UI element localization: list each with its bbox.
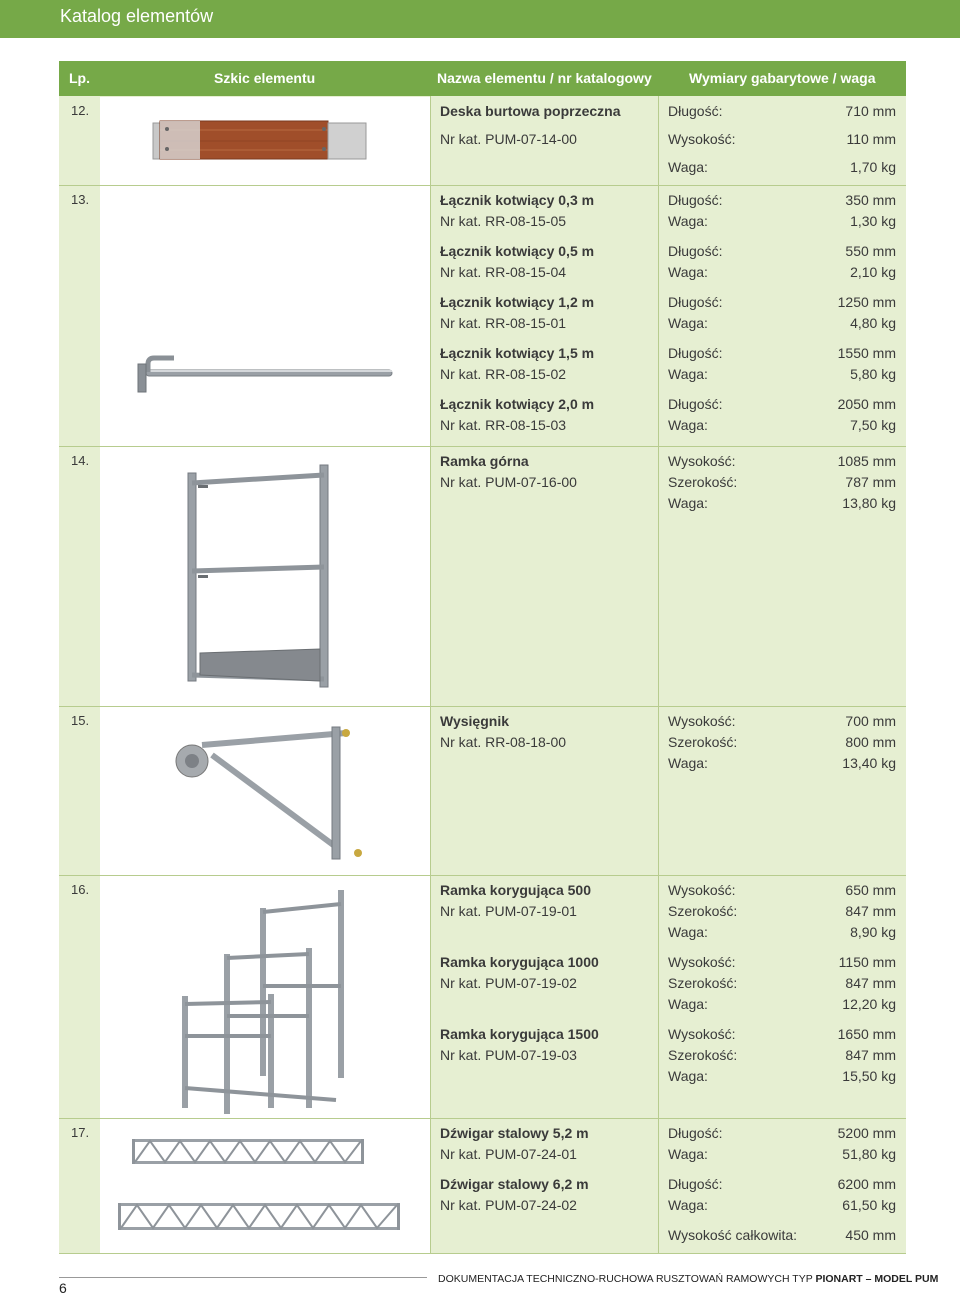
dimensions [668,190,896,436]
footer-doc-title: DOKUMENTACJA TECHNICZNO-RUCHOWA RUSZTOWAŃ RAMOWYCH TYP [438,1273,816,1285]
dim-label: Waga: [668,417,708,433]
dim-label: Długość: [668,103,723,119]
dim-value: 847 mm [845,975,896,991]
element-sketch [100,186,430,446]
element-name: Ramka korygująca 1000 [440,954,599,970]
element-name: Łącznik kotwiący 1,5 m [440,345,595,361]
catalog-number: Nr kat. PUM-07-19-03 [440,1047,577,1063]
dim-label: Waga: [668,213,708,229]
dim-label: Długość: [668,243,723,259]
dim-value: 2050 mm [837,396,896,412]
element-name: Łącznik kotwiący 0,5 m [440,243,595,259]
dim-value: 1085 mm [837,453,896,469]
dim-value: 710 mm [845,103,896,119]
dim-label: Wysokość: [668,954,736,970]
dim-label: Waga: [668,264,708,280]
dim-value: 1,30 kg [850,213,896,229]
element-name-block [440,190,594,445]
dim-label: Waga: [668,755,708,771]
element-name-block [440,880,599,1096]
dim-value: 800 mm [845,734,896,750]
dim-label: Waga: [668,366,708,382]
dim-value: 4,80 kg [850,315,896,331]
footer-rule [59,1277,427,1278]
dim-label: Waga: [668,315,708,331]
dimensions [668,451,896,514]
page-title: Katalog elementów [60,6,214,26]
row-number: 15. [71,713,90,728]
dim-value: 6200 mm [837,1176,896,1192]
dim-value: 847 mm [845,903,896,919]
header-bar [0,0,960,38]
column-divider [430,96,431,1254]
col-nazwa: Nazwa elementu / nr katalogowy [437,70,652,86]
dim-value: 450 mm [845,1227,896,1243]
element-name: Deska burtowa poprzeczna [440,103,621,119]
footer-brand: PIONART – MODEL PUM [815,1273,939,1285]
adjusting-frames-image [100,876,430,1118]
dim-value: 15,50 kg [842,1068,896,1084]
dim-label: Długość: [668,294,723,310]
dim-label: Długość: [668,1176,723,1192]
element-sketch [100,447,430,706]
dim-value: 1150 mm [838,954,896,970]
dim-label: Szerokość: [668,1047,738,1063]
element-name: Ramka korygująca 1500 [440,1026,599,1042]
row-number: 12. [71,103,90,118]
row-divider [59,1253,906,1254]
catalog-number: Nr kat. PUM-07-19-01 [440,903,577,919]
col-lp: Lp. [69,70,90,86]
dim-label: Szerokość: [668,903,738,919]
catalog-number: Nr kat. RR-08-15-02 [440,366,567,382]
dim-label: Długość: [668,192,723,208]
top-frame-image [100,447,430,706]
dim-label: Waga: [668,1146,708,1162]
dim-value: 1,70 kg [850,159,896,175]
catalog-number: Nr kat. PUM-07-19-02 [440,975,577,991]
dim-value: 7,50 kg [850,417,896,433]
dim-label: Wysokość całkowita: [668,1227,798,1243]
dim-label: Waga: [668,159,708,175]
dim-value: 787 mm [845,474,896,490]
dim-value: 110 mm [846,131,896,147]
dim-value: 1250 mm [837,294,896,310]
dim-label: Waga: [668,1197,708,1213]
element-name: Ramka górna [440,453,529,469]
dim-label: Szerokość: [668,734,738,750]
catalog-number: Nr kat. RR-08-15-01 [440,315,567,331]
dim-value: 51,80 kg [842,1146,896,1162]
dim-value: 1650 mm [837,1026,896,1042]
element-name: Ramka korygująca 500 [440,882,591,898]
catalog-number: Nr kat. RR-08-18-00 [440,734,567,750]
col-szkic: Szkic elementu [214,70,316,86]
dim-label: Szerokość: [668,474,738,490]
dim-value: 2,10 kg [850,264,896,280]
catalog-number: Nr kat. PUM-07-16-00 [440,474,577,490]
row-number: 14. [71,453,90,468]
element-sketch [100,97,430,185]
element-sketch [100,876,430,1118]
catalog-number: Nr kat. RR-08-15-05 [440,213,567,229]
catalog-number: Nr kat. PUM-07-14-00 [440,131,577,147]
dim-value: 5,80 kg [850,366,896,382]
dim-value: 5200 mm [837,1125,896,1141]
row-number: 13. [71,192,90,207]
dimensions [668,1123,896,1246]
page-number: 6 [59,1280,67,1296]
dim-value: 550 mm [845,243,896,259]
dim-value: 12,20 kg [842,996,896,1012]
catalog-number: Nr kat. RR-08-15-03 [440,417,567,433]
element-sketch [100,707,430,875]
anchor-tie-image [100,186,430,446]
dim-label: Wysokość: [668,713,736,729]
dim-value: 1550 mm [837,345,896,361]
dimensions [668,101,896,178]
dim-value: 350 mm [845,192,896,208]
dim-value: 13,80 kg [842,495,896,511]
element-name: Łącznik kotwiący 0,3 m [440,192,595,208]
dim-label: Waga: [668,495,708,511]
element-name: Łącznik kotwiący 1,2 m [440,294,595,310]
steel-girder-image [100,1119,430,1253]
dim-label: Wysokość: [668,882,736,898]
dim-label: Długość: [668,396,723,412]
dim-value: 13,40 kg [842,755,896,771]
dim-label: Waga: [668,996,708,1012]
element-name-block [440,1123,589,1225]
dim-label: Waga: [668,924,708,940]
element-name: Dźwigar stalowy 6,2 m [440,1176,589,1192]
element-name-block [440,451,577,493]
dim-label: Wysokość: [668,1026,736,1042]
dim-label: Wysokość: [668,453,736,469]
dim-label: Wysokość: [668,131,736,147]
catalog-table [59,61,906,1254]
element-name: Wysięgnik [440,713,509,729]
dimensions [668,880,896,1087]
dim-value: 650 mm [845,882,896,898]
dimensions [668,711,896,774]
catalog-number: Nr kat. RR-08-15-04 [440,264,567,280]
row-number: 16. [71,882,90,897]
catalog-number: Nr kat. PUM-07-24-01 [440,1146,577,1162]
dim-label: Waga: [668,1068,708,1084]
row-number: 17. [71,1125,90,1140]
dim-label: Szerokość: [668,975,738,991]
table-header [59,61,906,96]
element-name: Dźwigar stalowy 5,2 m [440,1125,589,1141]
column-divider [658,96,659,1254]
footer-text [438,1273,938,1285]
col-wymiary: Wymiary gabarytowe / waga [689,70,876,86]
dim-value: 61,50 kg [842,1197,896,1213]
dim-value: 700 mm [845,713,896,729]
bracket-image [100,707,430,875]
dim-label: Długość: [668,1125,723,1141]
dim-label: Długość: [668,345,723,361]
element-sketch [100,1119,430,1253]
catalog-number: Nr kat. PUM-07-24-02 [440,1197,577,1213]
element-name-block [440,711,566,753]
element-name-block [440,101,621,150]
side-board-image [100,97,430,185]
dim-value: 847 mm [845,1047,896,1063]
dim-value: 8,90 kg [850,924,896,940]
element-name: Łącznik kotwiący 2,0 m [440,396,595,412]
